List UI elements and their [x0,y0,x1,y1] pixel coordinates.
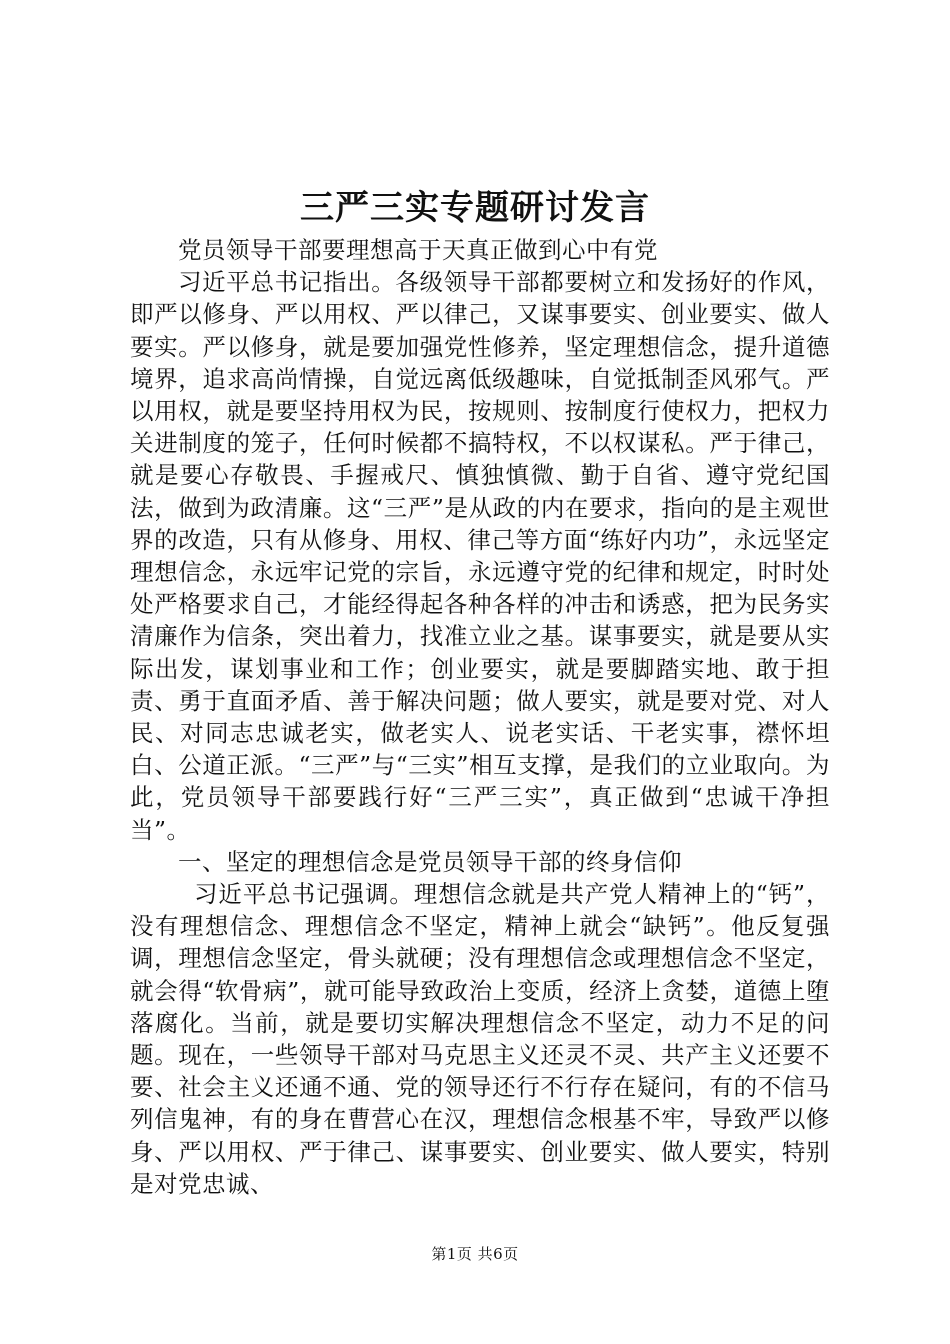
document-title: 三严三实专题研讨发言 [300,188,650,228]
document-body [130,234,830,1200]
page-footer: 第1页 共6页 [431,1245,519,1263]
section-heading: 一、坚定的理想信念是党员领导干部的终身信仰 [178,847,682,876]
paragraph-subtitle: 党员领导干部要理想高于天真正做到心中有党 [178,236,658,264]
paragraph-body: 习近平总书记指出。各级领导干部都要树立和发扬好的作风，即严以修身、严以用权、严以律己，又谋事要实、创业要实、做人要实。严以修身，就是要加强党性修养，坚定理想信念，提升道德境界，追求高尚情操，自觉远离低级趣味，自觉抵制歪风邪气。严以用权，就是要坚持用权为民，按规则、按制度行使权力，把权力关进制度的笼子，任何时候都不搞特权，不以权谋私。严于律己，就是要心存敬畏、手握戒尺、慎独慎微、勤于自省、遵守党纪国法，做到为政清廉。这“三严”是从政的内在要求，指向的是主观世界的改造，只有从修身、用权、律己等方面“练好内功”，永远坚定理想信念，永远牢记党的宗旨，永远遵守党的纪律和规定，时时处处严格要求自己，才能经得起各种各样的冲击和诱惑，把为民务实清廉作为信条，突出着力，找准立业之基。谋事要实，就是要从实际出发，谋划事业和工作；创业要实，就是要脚踏实地、敢于担责、勇于直面矛盾、善于解决问题；做人要实，就是要对党、对人民、对同志忠诚老实，做老实人、说老实话、干老实事，襟怀坦白、公道正派。“三严”与“三实”相互支撑，是我们的立业取向。为此，党员领导干部要践行好“三严三实”，真正做到“忠诚干净担当”。 [130,268,830,844]
paragraph-body: 习近平总书记强调。理想信念就是共产党人精神上的“钙”，没有理想信念、理想信念不坚定，精神上就会“缺钙”。他反复强调，理想信念坚定，骨头就硬；没有理想信念或理想信念不坚定，就会得“软骨病”，就可能导致政治上变质，经济上贪婪，道德上堕落腐化。当前，就是要切实解决理想信念不坚定，动力不足的问题。现在，一些领导干部对马克思主义还灵不灵、共产主义还要不要、社会主义还通不通、党的领导还行不行存在疑问，有的不信马列信鬼神，有的身在曹营心在汉，理想信念根基不牢，导致严以修身、严以用权、严于律己、谋事要实、创业要实、做人要实，特别是对党忠诚、 [130,880,830,1198]
